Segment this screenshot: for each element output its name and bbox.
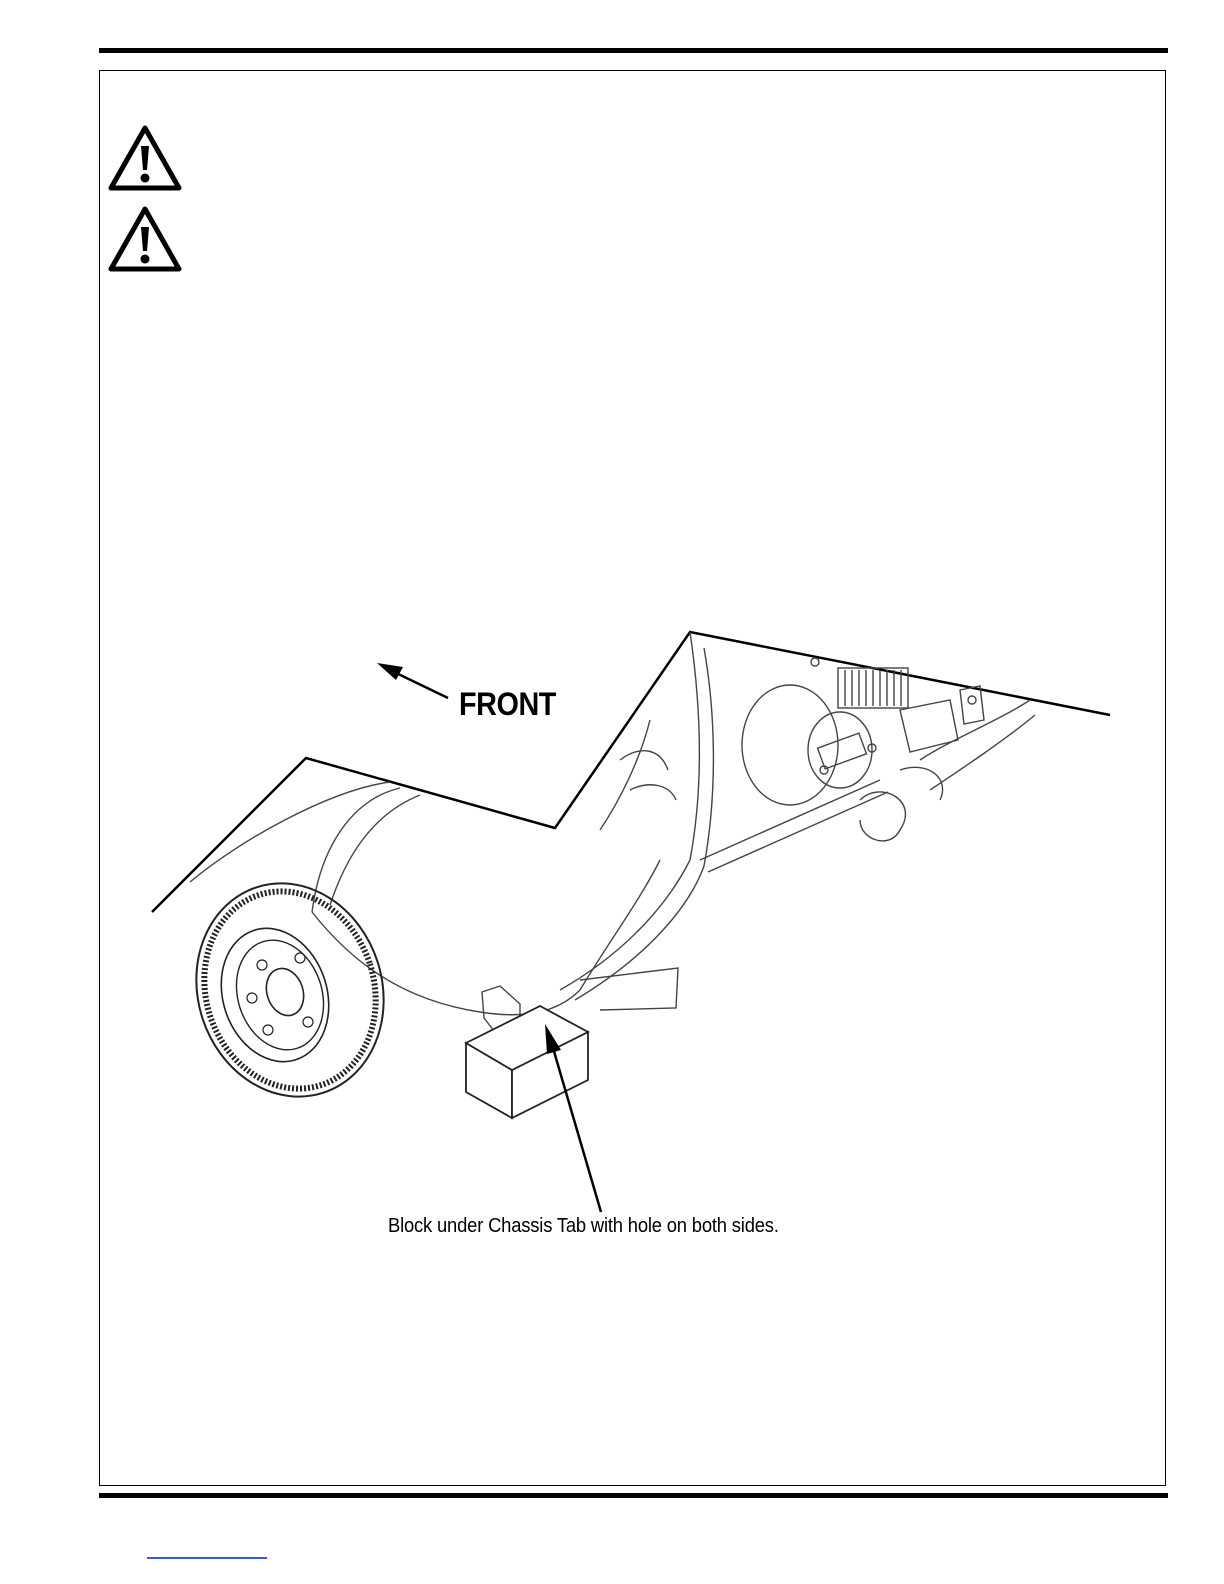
figure-caption: Block under Chassis Tab with hole on both sides. (388, 1215, 779, 1237)
header-rule (99, 48, 1168, 53)
footer-link-underline[interactable] (147, 1557, 267, 1559)
warning-triangle-icon (107, 205, 183, 273)
warning-triangle-icon (107, 124, 183, 192)
front-direction-label: FRONT (459, 686, 556, 722)
chassis-block-illustration (100, 600, 1166, 1280)
footer-rule (99, 1493, 1168, 1498)
